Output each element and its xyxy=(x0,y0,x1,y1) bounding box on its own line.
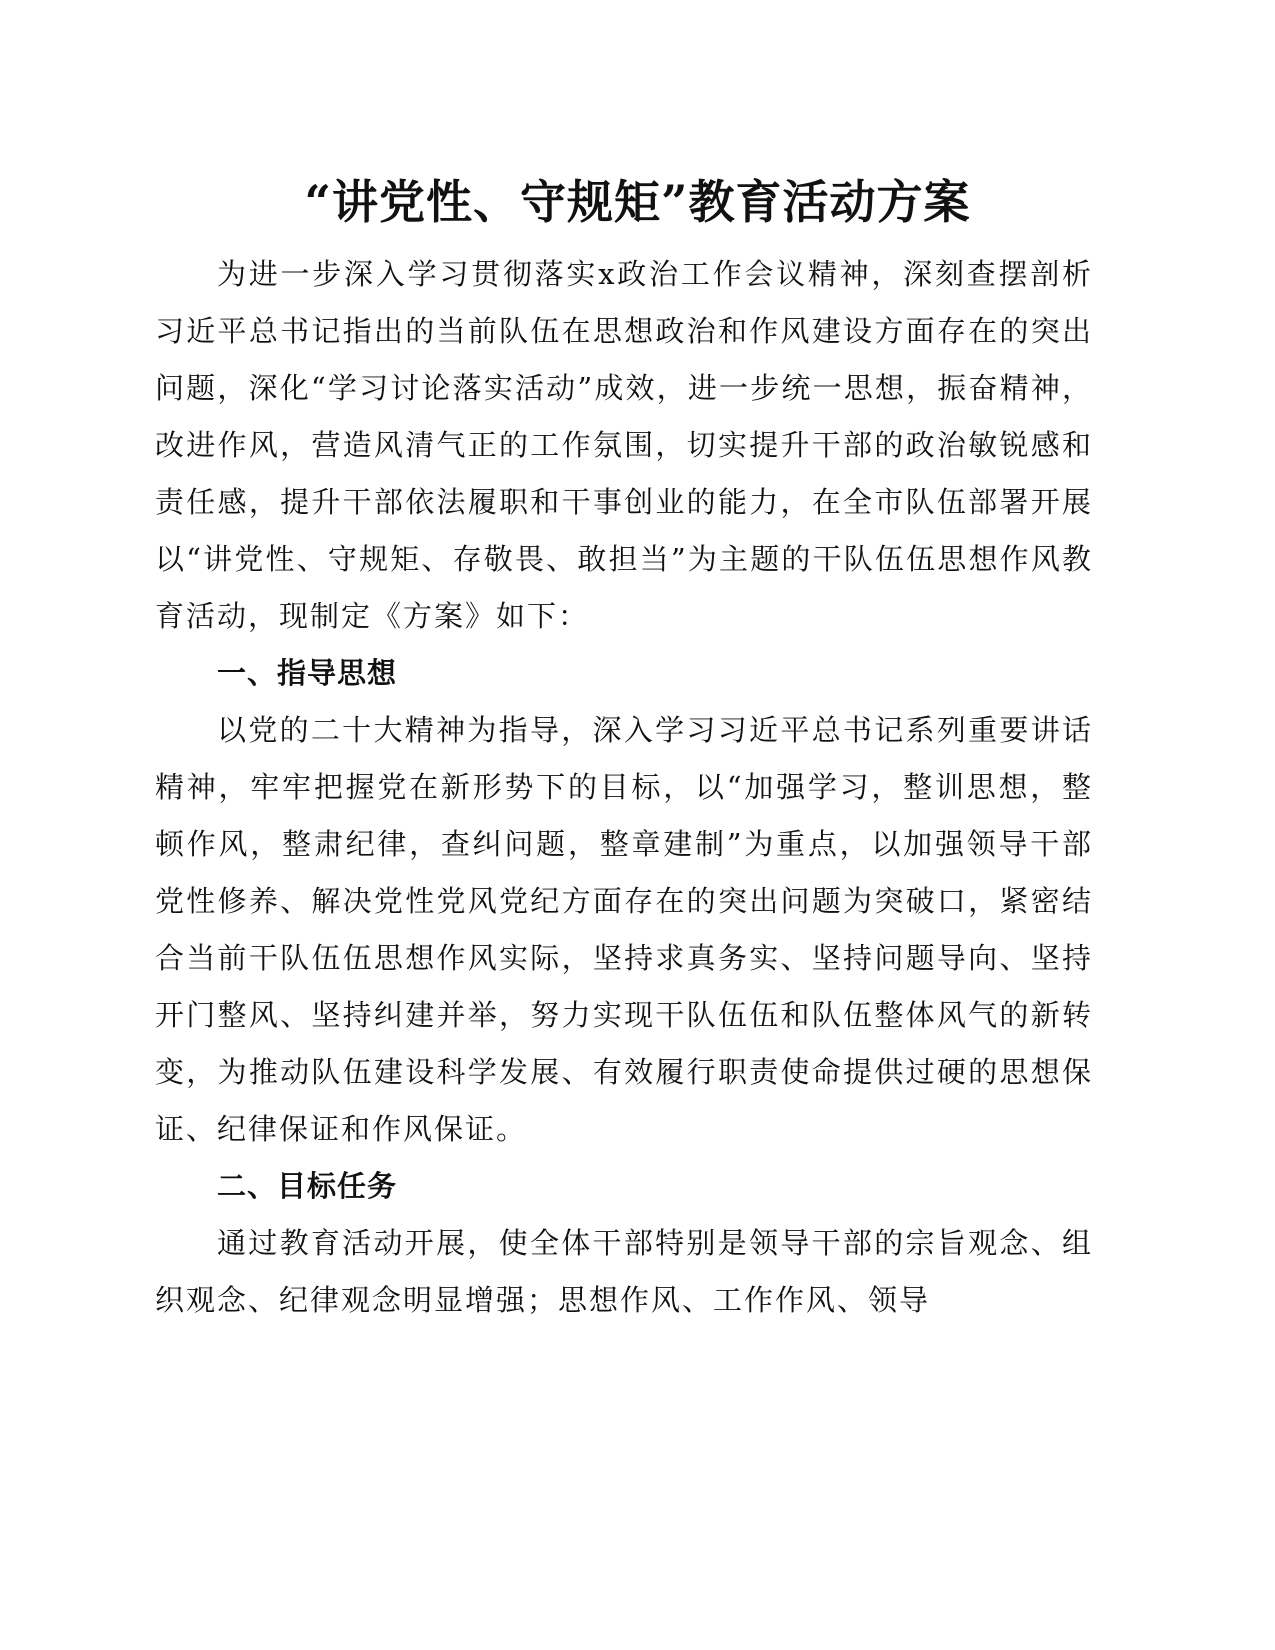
section-paragraph-guiding-thought: 以党的二十大精神为指导，深入学习习近平总书记系列重要讲话精神，牢牢把握党在新形势下的目标，以“加强学习，整训思想，整顿作风，整肃纪律，查纠问题，整章建制”为重点，以加强领导干部党性修养、解决党性党风党纪方面存在的突出问题为突破口，紧密结合当前干队伍伍思想作风实际，坚持求真务实、坚持问题导向、坚持开门整风、坚持纠建并举，努力实现干队伍伍和队伍整体风气的新转变，为推动队伍建设科学发展、有效履行职责使命提供过硬的思想保证、纪律保证和作风保证。 xyxy=(155,713,1093,1146)
section-heading-goals-tasks: 二、目标任务 xyxy=(217,1169,398,1203)
document-title: “讲党性、守规矩”教育活动方案 xyxy=(304,175,971,229)
intro-paragraph: 为进一步深入学习贯彻落实x政治工作会议精神，深刻查摆剖析习近平总书记指出的当前队伍在思想政治和作风建设方面存在的突出问题，深化“学习讨论落实活动”成效，进一步统一思想，振奋精神，改进作风，营造风清气正的工作氛围，切实提升干部的政治敏锐感和责任感，提升干部依法履职和干事创业的能力，在全市队伍部署开展以“讲党性、守规矩、存敬畏、敢担当”为主题的干队伍伍思想作风教育活动，现制定《方案》如下： xyxy=(155,257,1093,633)
document-body xyxy=(155,246,1093,1329)
section-paragraph-goals-tasks: 通过教育活动开展，使全体干部特别是领导干部的宗旨观念、组织观念、纪律观念明显增强；思想作风、工作作风、领导 xyxy=(155,1226,1093,1317)
section-heading-guiding-thought: 一、指导思想 xyxy=(217,656,398,690)
